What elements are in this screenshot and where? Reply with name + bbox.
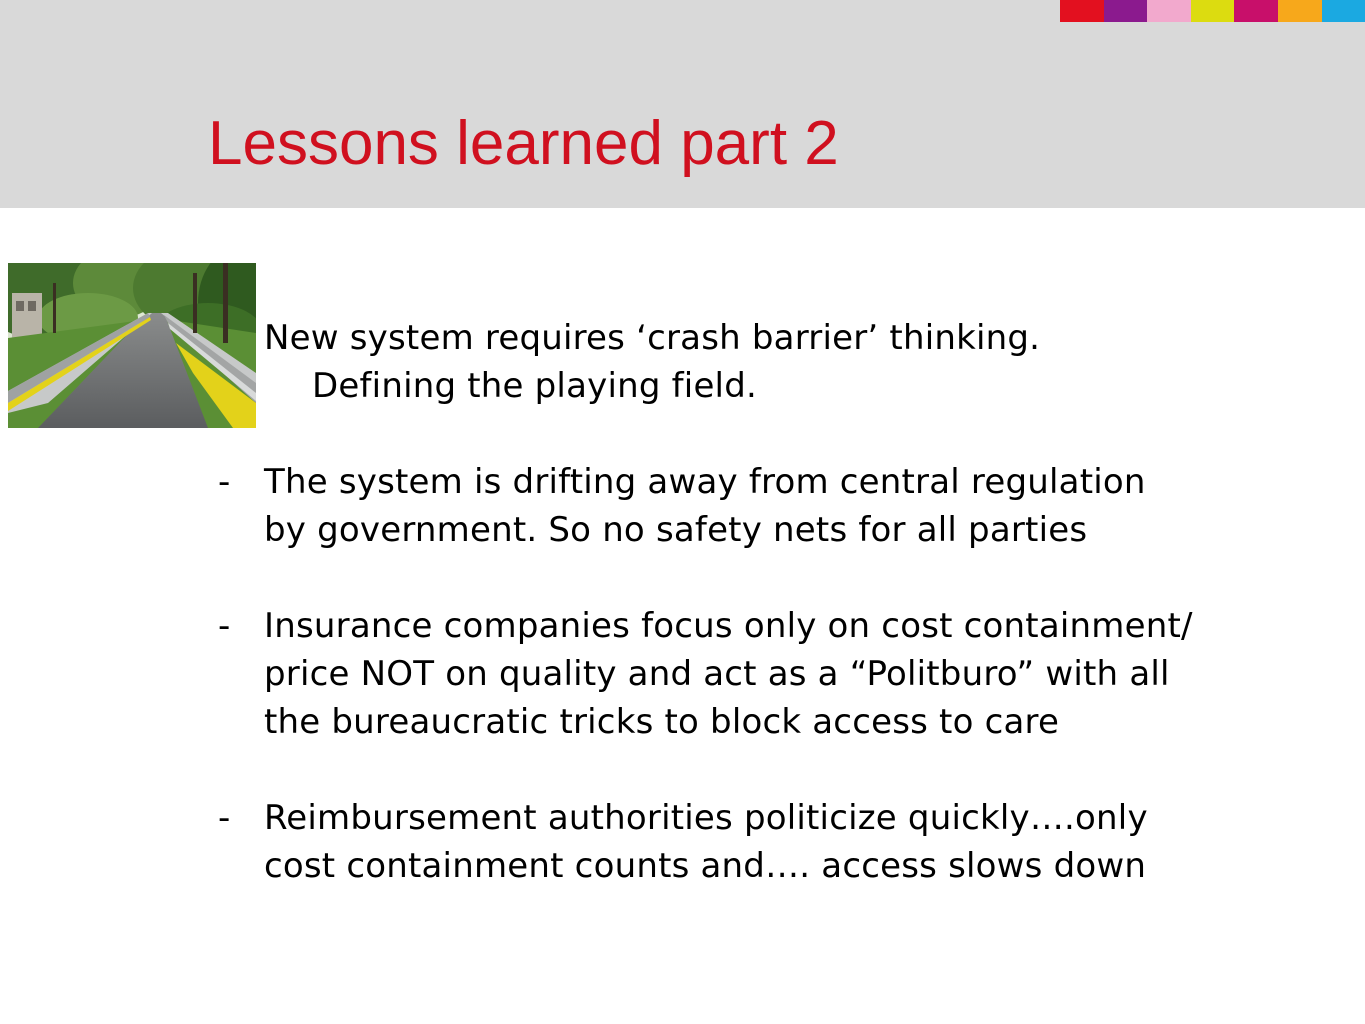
bullet-2-line-3: the bureaucratic tricks to block access to care [264,702,1060,742]
bullet-marker: - [218,462,231,502]
bullet-2-line-2: price NOT on quality and act as a “Politburo” with all [264,654,1170,694]
color-swatch-blue [1322,0,1365,22]
bullet-marker: - [218,798,231,838]
bullet-3-line-1: Reimbursement authorities politicize quickly….only [264,798,1148,838]
slide-title: Lessons learned part 2 [208,109,839,178]
bullet-1-line-1: The system is drifting away from central regulation [264,462,1146,502]
bullet-2-line-1: Insurance companies focus only on cost containment/ [264,606,1193,646]
intro-line-1: New system requires ‘crash barrier’ thinking. [264,318,1041,358]
color-swatch-orange [1278,0,1322,22]
color-swatch-yellow [1191,0,1235,22]
bullet-marker: - [218,606,231,646]
bullet-3-line-2: cost containment counts and…. access slows down [264,846,1147,886]
brand-color-strip [1060,0,1365,22]
color-swatch-red [1060,0,1104,22]
bullet-1-line-2: by government. So no safety nets for all parties [264,510,1088,550]
road-barrier-illustration [8,263,256,428]
color-swatch-magenta [1234,0,1278,22]
color-swatch-pink [1147,0,1191,22]
color-swatch-purple [1104,0,1148,22]
intro-line-2: Defining the playing field. [312,366,757,406]
road-barrier-photo [8,263,256,428]
